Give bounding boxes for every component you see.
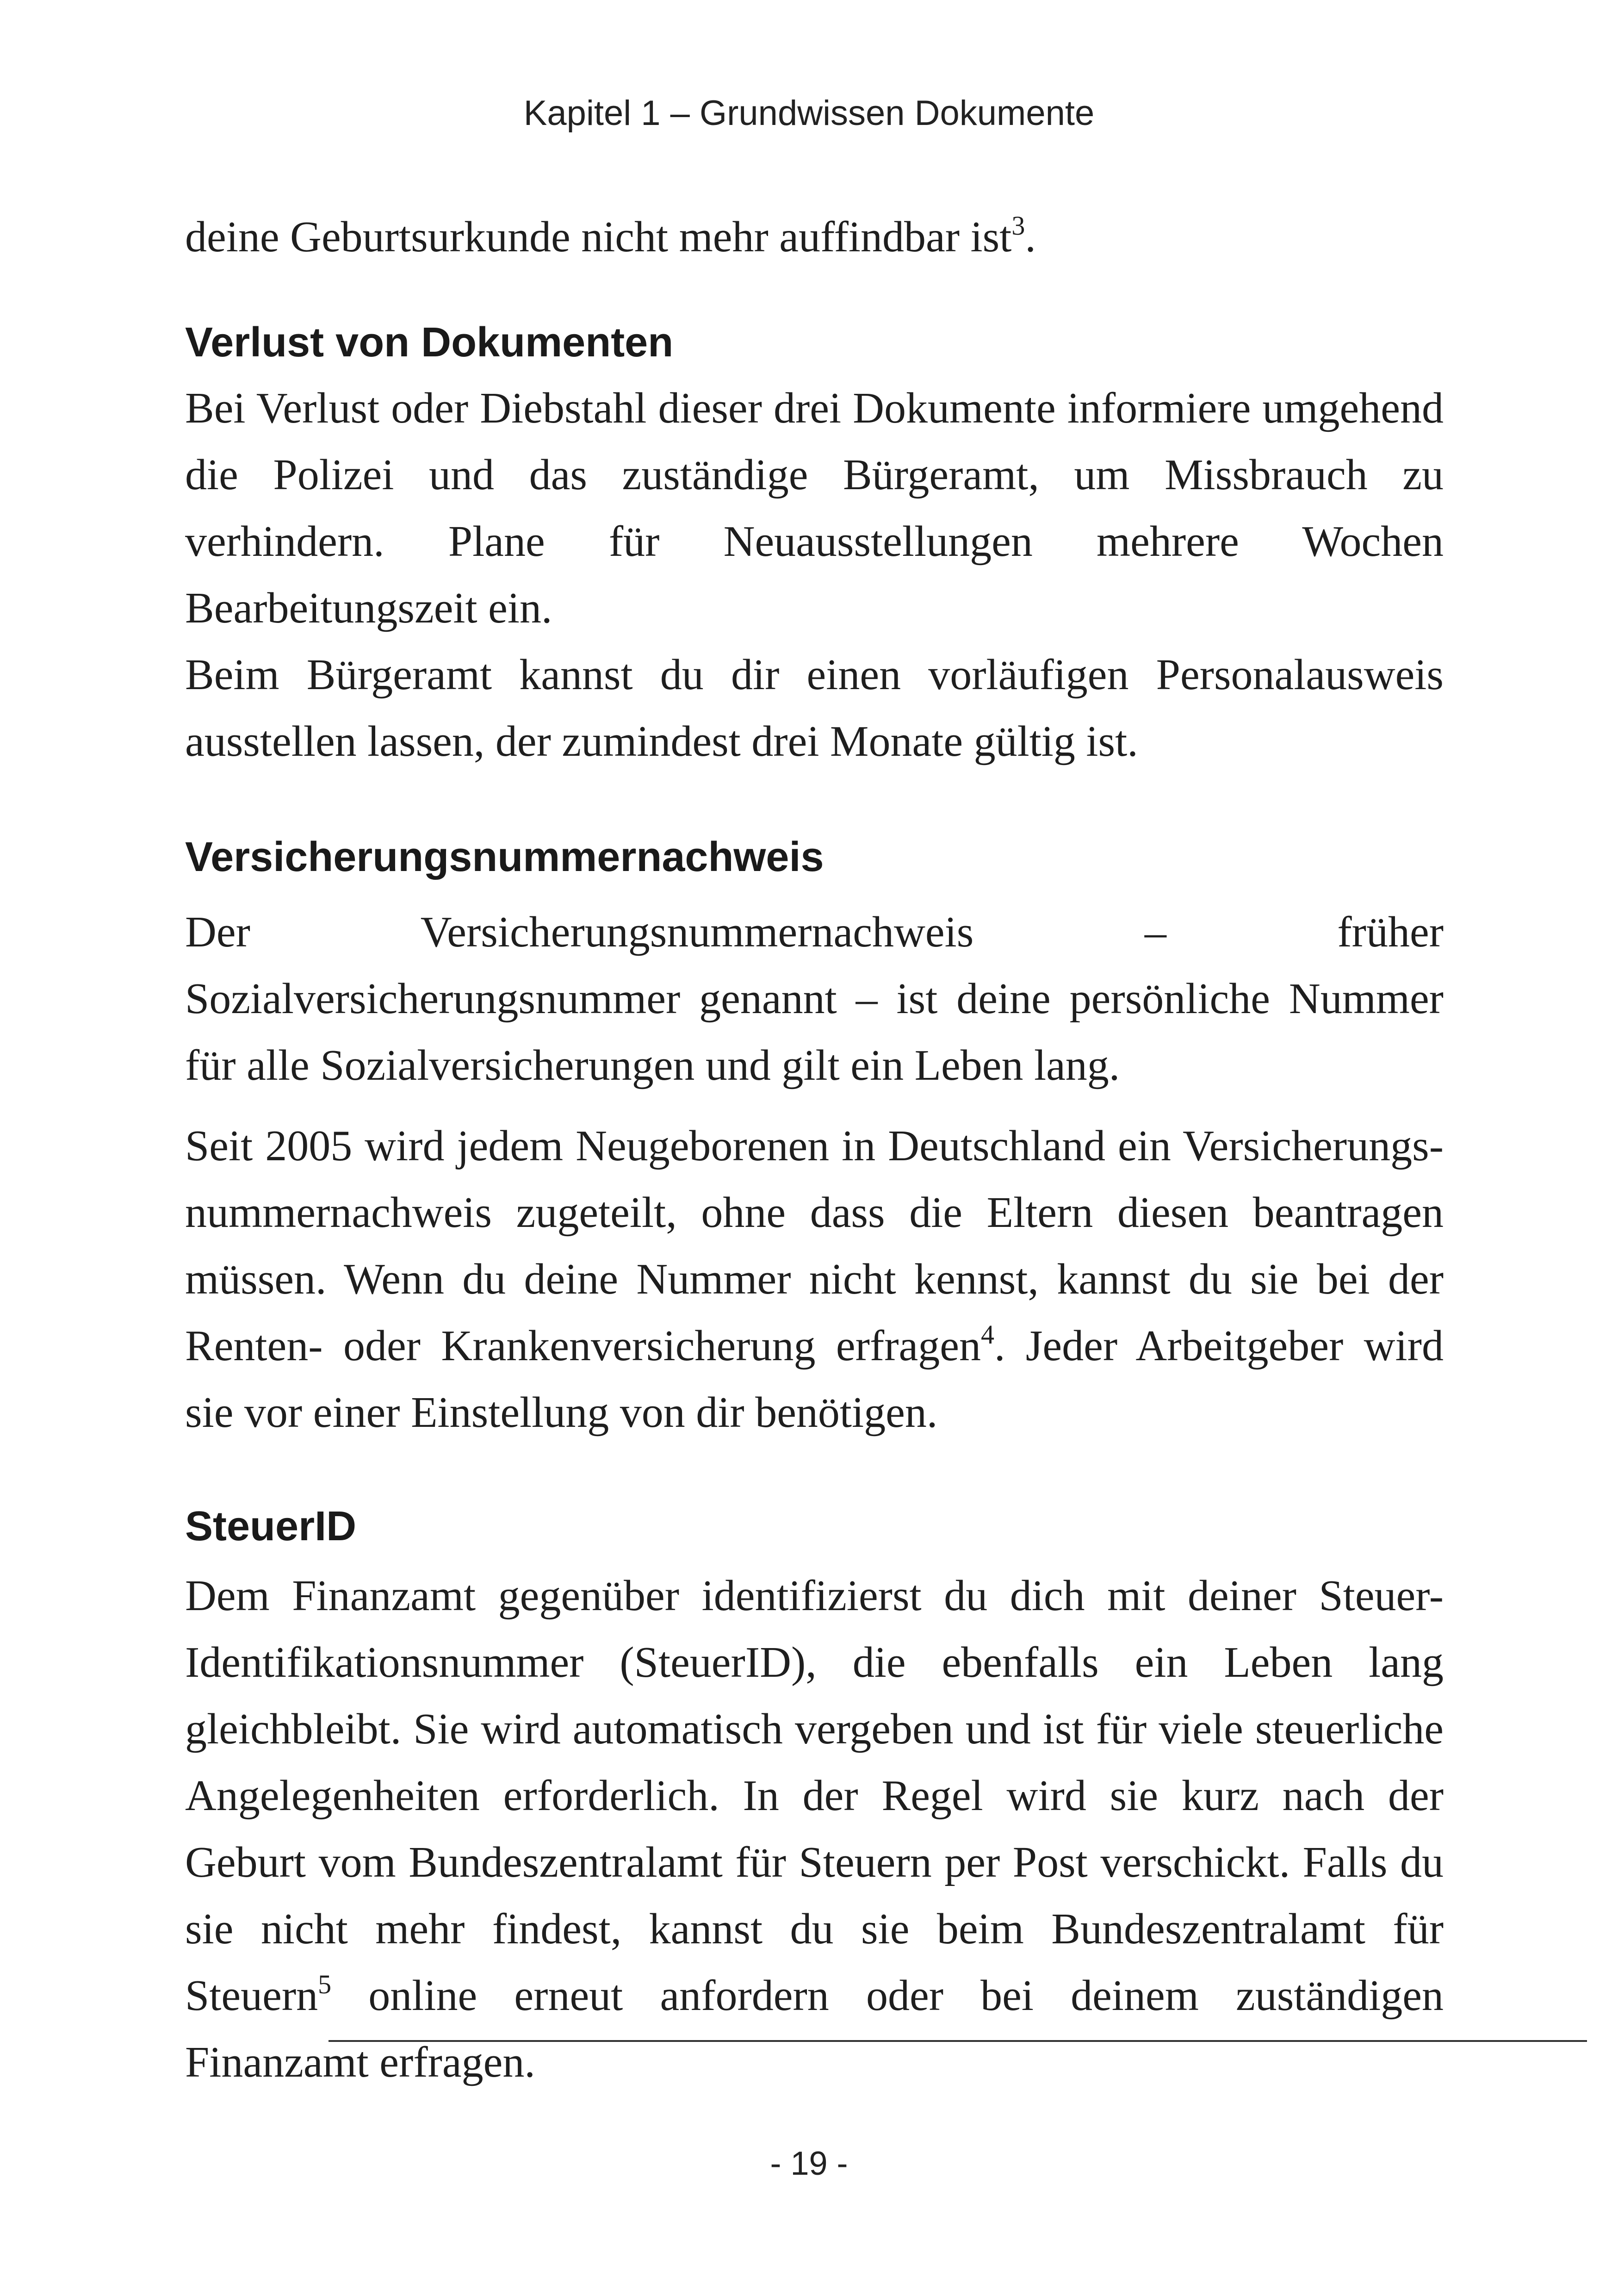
footnote-divider <box>329 2040 1587 2042</box>
versicherung-paragraph-2-text: Seit 2005 wird jedem Neugeborenen in Deutschland ein Versicherungsnummernachweis zugeteilt, ohne dass die Eltern diesen beantragen müssen. Wenn du deine Nummer nicht kennst, kannst du sie bei der Renten- oder Krankenversicherung erfragen <box>185 1122 1444 1370</box>
versicherung-paragraph-1: Der Versicherungsnummernachweis – früher Sozialversicherungsnummer genannt – ist deine persönliche Nummer für alle Sozialversicherungen und gilt ein Leben lang. <box>185 908 1444 1089</box>
versicherung-paragraph-2 <box>185 1113 1444 1446</box>
page-number: - 19 - <box>770 2145 848 2182</box>
verlust-paragraph-2: Beim Bürgeramt kannst du dir einen vorläufigen Personalausweis ausstellen lassen, der zumindest drei Monate gültig ist. <box>185 651 1444 765</box>
intro-paragraph <box>185 204 1444 270</box>
section-heading-steuerid: SteuerID <box>185 1503 357 1549</box>
footnote-marker-5: 5 <box>318 1969 332 1999</box>
versicherung-paragraph-2-end: . Jeder Arbeitgeber wird sie vor einer Einstellung von dir benötigen. <box>185 1322 1444 1437</box>
intro-end: . <box>1025 213 1036 261</box>
intro-text: deine Geburtsurkunde nicht mehr auffindbar ist <box>185 213 1012 261</box>
footnote-marker-3: 3 <box>1011 211 1025 241</box>
footnote-marker-4: 4 <box>980 1319 994 1350</box>
steuerid-paragraph-end: online erneut anfordern oder bei deinem zuständigen Finanzamt erfragen. <box>185 1972 1444 2086</box>
running-header: Kapitel 1 – Grundwissen Dokumente <box>523 93 1095 133</box>
steuerid-paragraph-text: Dem Finanzamt gegenüber identifizierst du dich mit deiner Steuer-Identifikationsnummer (SteuerID), die ebenfalls ein Leben lang gleichbleibt. Sie wird automatisch vergeben und ist für viele steuerliche Angelegenheiten erforderlich. In der Regel wird sie kurz nach der Geburt vom Bundeszentralamt für Steuern per Post verschickt. Falls du sie nicht mehr findest, kannst du sie beim Bundeszentralamt für Steuern <box>185 1572 1444 2020</box>
section-heading-versicherungsnummer: Versicherungsnummernachweis <box>185 834 824 880</box>
page-content <box>185 204 1444 2096</box>
steuerid-paragraph <box>185 1562 1444 2096</box>
section-heading-verlust: Verlust von Dokumenten <box>185 319 674 366</box>
verlust-paragraph-1: Bei Verlust oder Diebstahl dieser drei Dokumente informiere umgehend die Polizei und das zuständige Bürgeramt, um Missbrauch zu verhindern. Plane für Neuausstellungen mehrere Wochen Bearbeitungszeit ein. <box>185 384 1444 632</box>
